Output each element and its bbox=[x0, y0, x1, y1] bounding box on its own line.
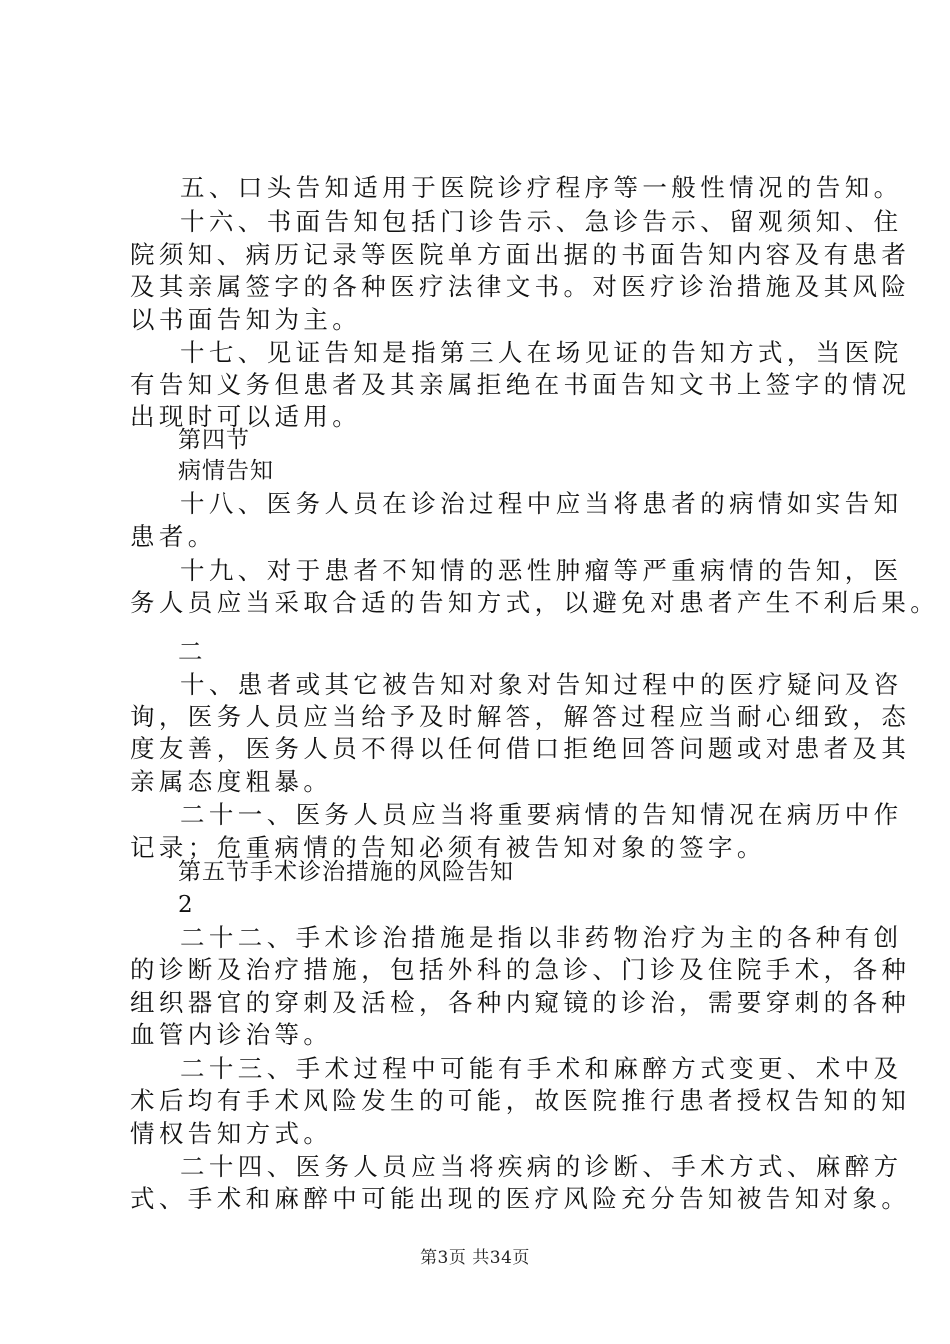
paragraph-line: 的诊断及治疗措施，包括外科的急诊、门诊及住院手术，各种 bbox=[130, 955, 911, 984]
paragraph-line: 二十二、手术诊治措施是指以非药物治疗为主的各种有创 bbox=[180, 923, 903, 952]
paragraph-line: 五、口头告知适用于医院诊疗程序等一般性情况的告知。 bbox=[180, 173, 903, 202]
paragraph-line: 亲属态度粗暴。 bbox=[130, 767, 333, 796]
section-heading: 第五节手术诊治措施的风险告知 bbox=[178, 859, 514, 885]
paragraph-line: 组织器官的穿刺及活检，各种内窥镜的诊治，需要穿刺的各种 bbox=[130, 988, 911, 1017]
section-heading: 病情告知 bbox=[178, 458, 274, 484]
paragraph-line: 有告知义务但患者及其亲属拒绝在书面告知文书上签字的情况 bbox=[130, 370, 911, 399]
paragraph-line: 十八、医务人员在诊治过程中应当将患者的病情如实告知 bbox=[180, 489, 903, 518]
paragraph-line: 及其亲属签字的各种医疗法律文书。对医疗诊治措施及其风险 bbox=[130, 272, 911, 301]
paragraph-line: 患者。 bbox=[130, 522, 217, 551]
paragraph-line: 术后均有手术风险发生的可能，故医院推行患者授权告知的知 bbox=[130, 1086, 911, 1115]
paragraph-line: 二十四、医务人员应当将疾病的诊断、手术方式、麻醉方 bbox=[180, 1152, 903, 1181]
page-number-inline: 2 bbox=[178, 892, 193, 918]
paragraph-line: 询，医务人员应当给予及时解答，解答过程应当耐心细致，态 bbox=[130, 702, 911, 731]
paragraph-line: 二十三、手术过程中可能有手术和麻醉方式变更、术中及 bbox=[180, 1054, 903, 1083]
paragraph-line: 情权告知方式。 bbox=[130, 1119, 333, 1148]
paragraph-line: 十、患者或其它被告知对象对告知过程中的医疗疑问及咨 bbox=[180, 670, 903, 699]
paragraph-line: 十九、对于患者不知情的恶性肿瘤等严重病情的告知，医 bbox=[180, 556, 903, 585]
paragraph-line: 式、手术和麻醉中可能出现的医疗风险充分告知被告知对象。 bbox=[130, 1184, 911, 1213]
paragraph-line: 二 bbox=[178, 637, 207, 666]
paragraph-line: 度友善，医务人员不得以任何借口拒绝回答问题或对患者及其 bbox=[130, 734, 911, 763]
page-footer: 第3页 共34页 bbox=[420, 1248, 530, 1268]
paragraph-line: 务人员应当采取合适的告知方式，以避免对患者产生不利后果。 bbox=[130, 588, 940, 617]
section-heading: 第四节 bbox=[178, 427, 250, 453]
paragraph-line: 院须知、病历记录等医院单方面出据的书面告知内容及有患者 bbox=[130, 240, 911, 269]
paragraph-line: 记录；危重病情的告知必须有被告知对象的签字。 bbox=[130, 833, 766, 862]
paragraph-line: 血管内诊治等。 bbox=[130, 1020, 333, 1049]
paragraph-line: 二十一、医务人员应当将重要病情的告知情况在病历中作 bbox=[180, 800, 903, 829]
paragraph-line: 十六、书面告知包括门诊告示、急诊告示、留观须知、住 bbox=[180, 207, 903, 236]
paragraph-line: 十七、见证告知是指第三人在场见证的告知方式，当医院 bbox=[180, 338, 903, 367]
paragraph-line: 出现时可以适用。 bbox=[130, 402, 362, 431]
paragraph-line: 以书面告知为主。 bbox=[130, 305, 362, 334]
